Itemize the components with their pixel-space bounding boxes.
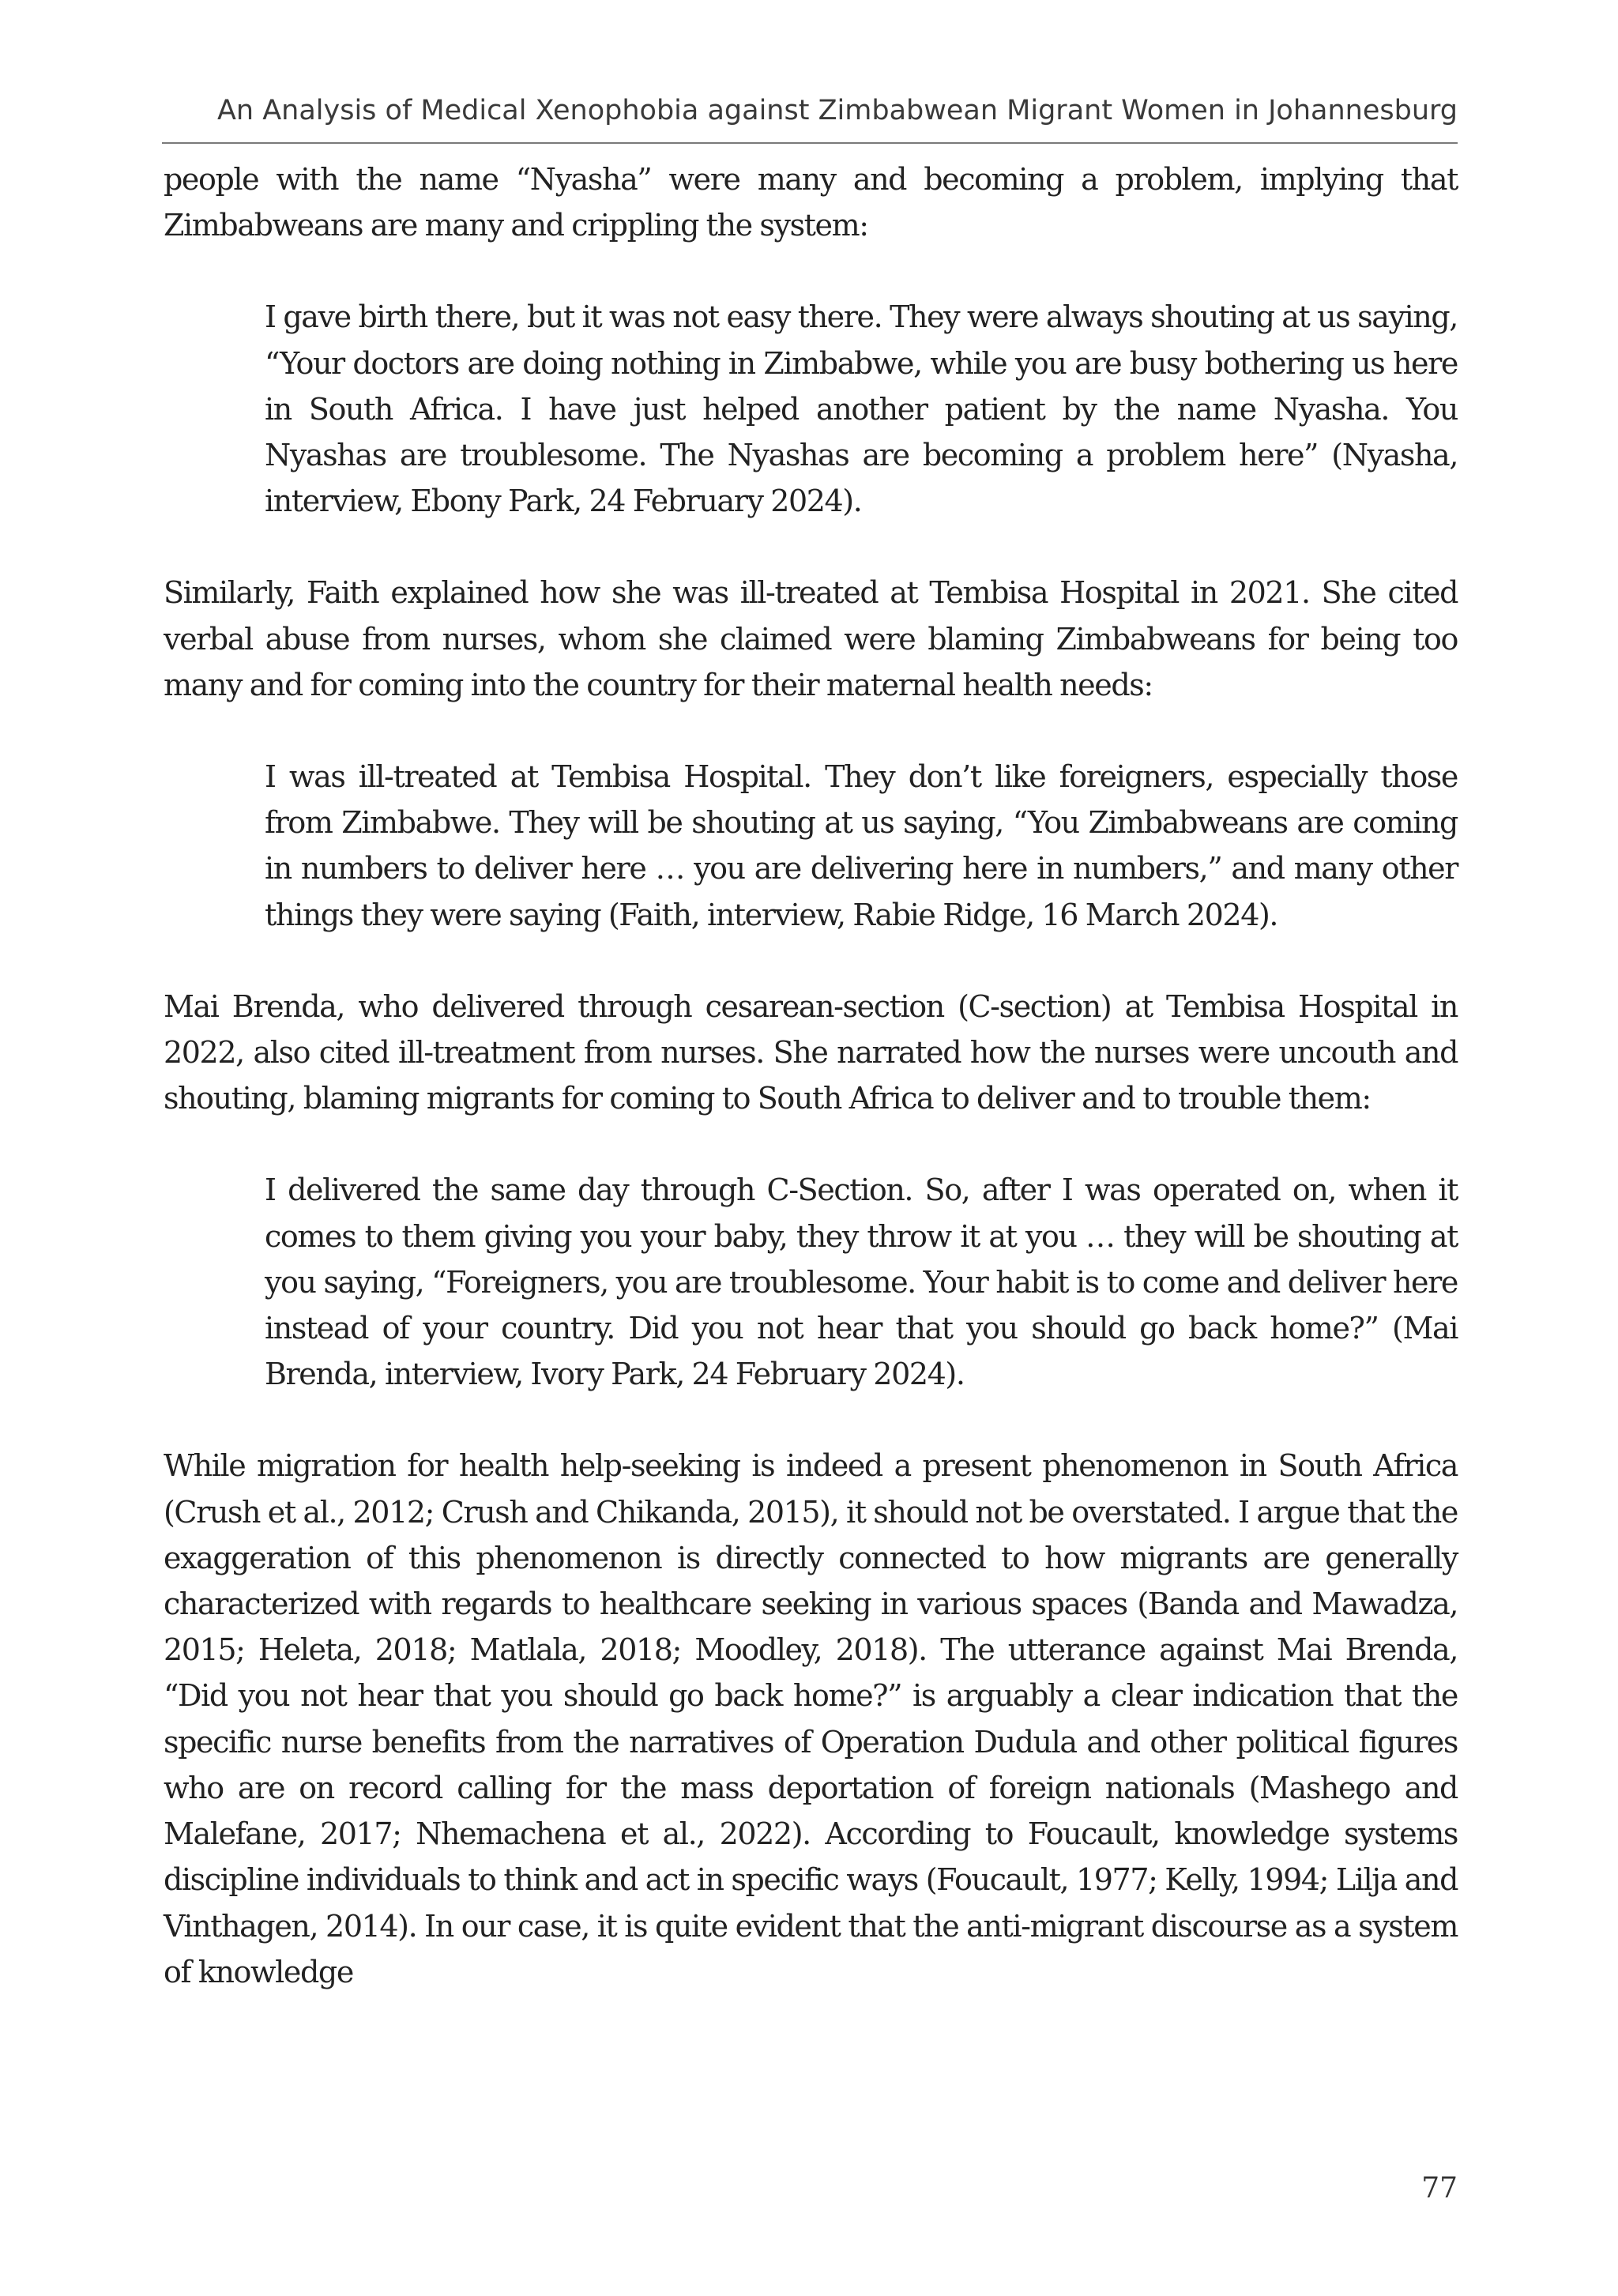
paragraph: Mai Brenda, who delivered through cesarean-section (C-section) at Tembisa Hospital in 2022, also cited ill-treatment from nurses. She narrated how the nurses were uncouth and shouting, blaming migrants for coming to South Africa to deliver and to trouble them: (164, 988, 1458, 1116)
paragraph: Similarly, Faith explained how she was ill-treated at Tembisa Hospital in 2021. She cited verbal abuse from nurses, whom she claimed were blaming Zimbabweans for being too many and for coming into the country for their maternal health needs: (164, 575, 1458, 702)
page-number: 77 (1421, 2172, 1458, 2204)
running-header: An Analysis of Medical Xenophobia against Zimbabwean Migrant Women in Johannesburg (216, 95, 1458, 126)
block-quote: I gave birth there, but it was not easy there. They were always shouting at us saying, “Your doctors are doing nothing in Zimbabwe, while you are busy bothering us here in South Africa. I have just helped another patient by the name Nyasha. You Nyashas are troublesome. The Nyashas are becoming a problem here” (Nyasha, interview, Ebony Park, 24 February 2024). (265, 299, 1458, 519)
body-text (164, 156, 1458, 1995)
paragraph: While migration for health help-seeking is indeed a present phenomenon in South Africa (Crush et al., 2012; Crush and Chikanda, 2015), it should not be overstated. I argue that the exaggeration of this phenomenon is directly connected to how migrants are generally characterized with regards to healthcare seeking in various spaces (Banda and Mawadza, 2015; Heleta, 2018; Matlala, 2018; Moodley, 2018). The utterance against Mai Brenda, “Did you not hear that you should go back home?” is arguably a clear indication that the specific nurse benefits from the narratives of Operation Dudula and other political figures who are on record calling for the mass deportation of foreign nationals (Mashego and Malefane, 2017; Nhemachena et al., 2022). According to Foucault, knowledge systems discipline individuals to think and act in specific ways (Foucault, 1977; Kelly, 1994; Lilja and Vinthagen, 2014). In our case, it is quite evident that the anti-migrant discourse as a system of knowledge (164, 1448, 1458, 1989)
block-quote: I delivered the same day through C-Section. So, after I was operated on, when it comes to them giving you your baby, they throw it at you … they will be shouting at you saying, “Foreigners, you are troublesome. Your habit is to come and deliver here instead of your country. Did you not hear that you should go back home?” (Mai Brenda, interview, Ivory Park, 24 February 2024). (265, 1172, 1458, 1392)
paragraph: people with the name “Nyasha” were many and becoming a problem, implying that Zimbabweans are many and crippling the system: (164, 162, 1458, 243)
header-rule (162, 142, 1458, 144)
block-quote: I was ill-treated at Tembisa Hospital. They don’t like foreigners, especially those from Zimbabwe. They will be shouting at us saying, “You Zimbabweans are coming in numbers to deliver here … you are delivering here in numbers,” and many other things they were saying (Faith, interview, Rabie Ridge, 16 March 2024). (265, 759, 1458, 932)
